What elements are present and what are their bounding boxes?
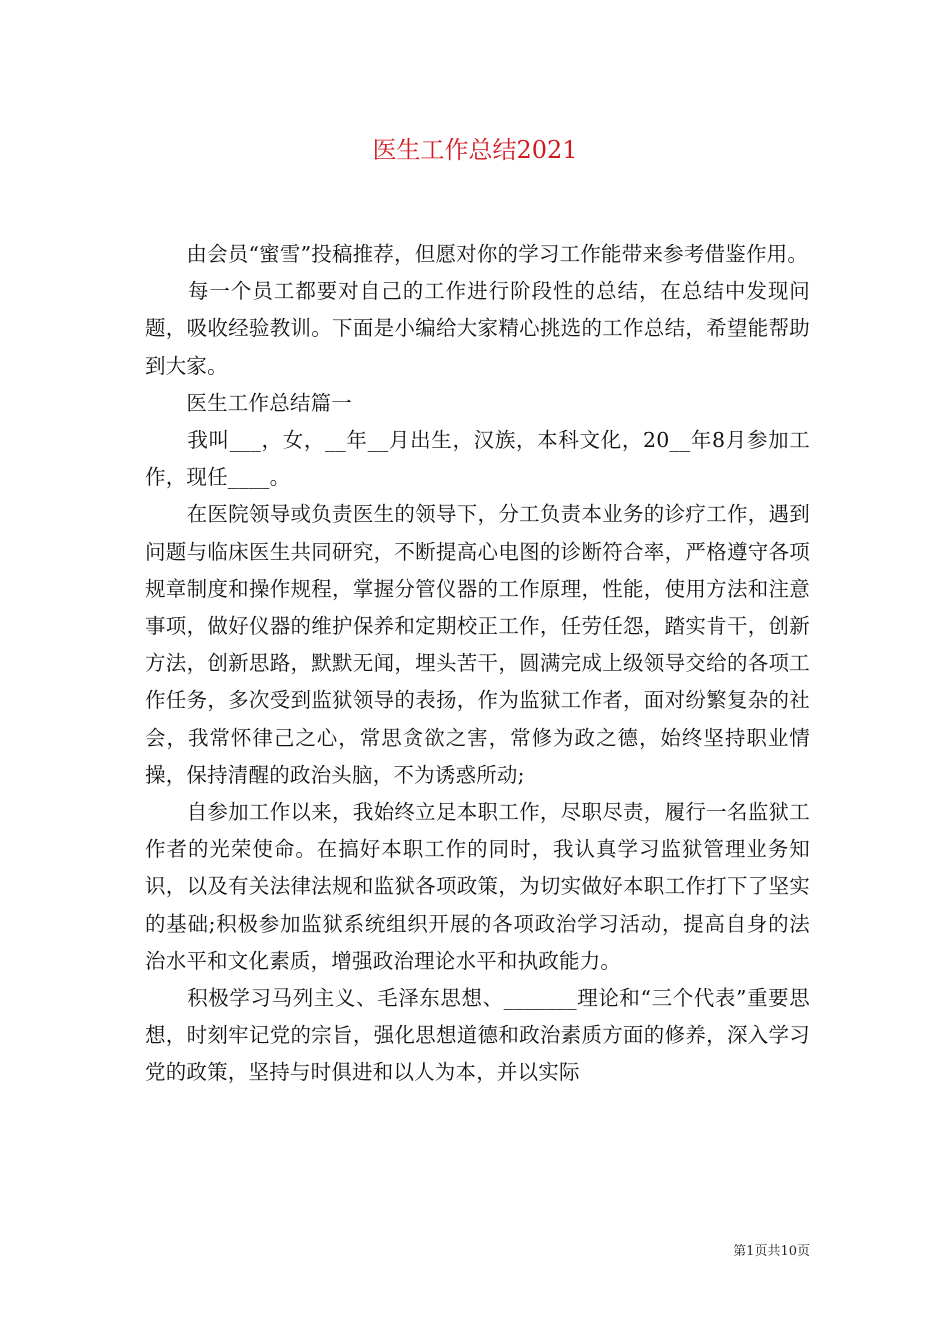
paragraph-study: 积极学习马列主义、毛泽东思想、_______理论和“三个代表”重要思想，时刻牢记党的宗旨，强化思想道德和政治素质方面的修养，深入学习党的政策，坚持与时俱进和以人为本，并以实际 — [145, 986, 810, 1085]
page-number: 第1页共10页 — [733, 1244, 810, 1259]
paragraph-self-intro: 我叫___，女，__年__月出生，汉族，本科文化，20__年8月参加工作，现任____。 — [145, 428, 810, 490]
document-body — [145, 236, 810, 1092]
page-title: 医生工作总结2021 — [372, 136, 578, 164]
paragraph-summary: 每一个员工都要对自己的工作进行阶段性的总结，在总结中发现问题，吸收经验教训。下面是小编给大家精心挑选的工作总结，希望能帮助到大家。 — [145, 279, 810, 378]
section-heading: 医生工作总结篇一 — [145, 390, 352, 415]
paragraph-intro: 由会员“蜜雪”投稿推荐，但愿对你的学习工作能带来参考借鉴作用。 — [145, 242, 809, 266]
paragraph-duties: 在医院领导或负责医生的领导下，分工负责本业务的诊疗工作，遇到问题与临床医生共同研究，不断提高心电图的诊断符合率，严格遵守各项规章制度和操作规程，掌握分管仪器的工作原理，性能，使用方法和注意事项，做好仪器的维护保养和定期校正工作，任劳任怨，踏实肯干，创新方法，创新思路，默默无闻，埋头苦干，圆满完成上级领导交给的各项工作任务，多次受到监狱领导的表扬，作为监狱工作者，面对纷繁复杂的社会，我常怀律己之心，常思贪欲之害，常修为政之德，始终坚持职业情操，保持清醒的政治头脑，不为诱惑所动; — [145, 502, 810, 787]
paragraph-career: 自参加工作以来，我始终立足本职工作，尽职尽责，履行一名监狱工作者的光荣使命。在搞好本职工作的同时，我认真学习监狱管理业务知识，以及有关法律法规和监狱各项政策，为切实做好本职工作打下了坚实的基础;积极参加监狱系统组织开展的各项政治学习活动，提高自身的法治水平和文化素质，增强政治理论水平和执政能力。 — [145, 800, 810, 973]
